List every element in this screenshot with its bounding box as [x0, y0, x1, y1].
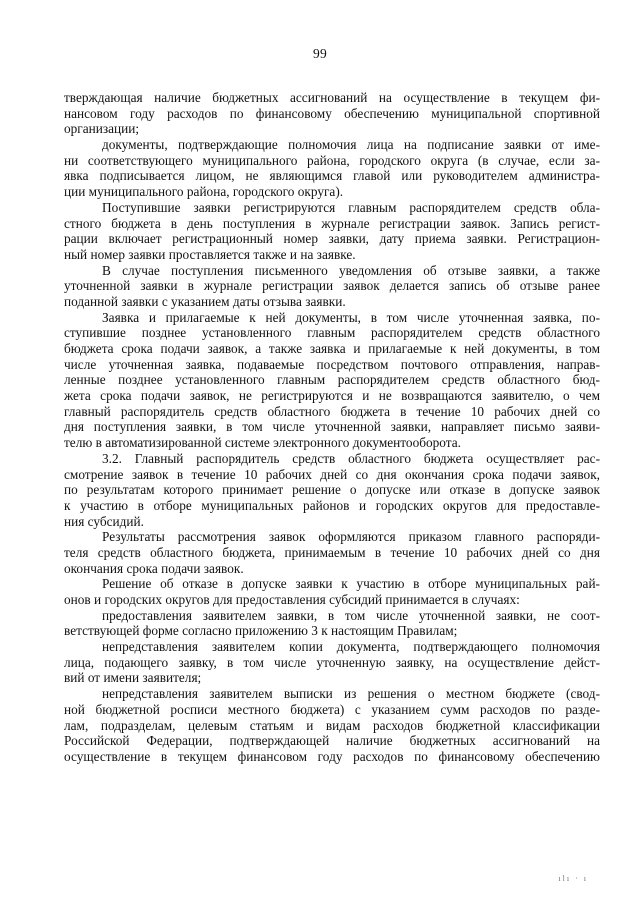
- text-line: по результатам которого принимает решение о допуске или отказе в допуске заявок: [64, 482, 600, 498]
- text-line: тверждающая наличие бюджетных ассигнований на осуществление в текущем фи-: [64, 90, 600, 105]
- text-line: рации включает регистрационный номер заявки, дату приема заявки. Регистрацион-: [64, 231, 600, 247]
- text-line: ни соответствующего муниципального района, городского округа (в случае, если за-: [64, 152, 600, 168]
- text-line: числе уточненная заявка, подаваемые посредством почтового отправления, направ-: [64, 356, 600, 372]
- text-line: Российской Федерации, подтверждающей наличие бюджетных ассигнований на: [64, 733, 600, 749]
- text-line: нансовом году расходов по финансовому обеспечению муниципальной спортивной: [64, 105, 600, 121]
- text-line: организации;: [64, 121, 140, 137]
- text-line: поданной заявки с указанием даты отзыва заявки.: [64, 293, 346, 309]
- body-text: [64, 90, 600, 765]
- text-line: 3.2. Главный распорядитель средств областного бюджета осуществляет рас-: [102, 450, 600, 466]
- text-line: лам, подразделам, целевым статьям и видам расходов бюджетной классификации: [64, 717, 600, 733]
- text-line: Результаты рассмотрения заявок оформляются приказом главного распоряди-: [102, 529, 600, 545]
- text-line: ветствующей форме согласно приложению 3 к настоящим Правилам;: [64, 623, 458, 639]
- text-line: предоставления заявителем заявки, в том числе уточненной заявки, не соот-: [102, 607, 600, 623]
- text-line: ступившие позднее установленного главным распорядителем средств областного: [64, 325, 600, 341]
- text-line: ленные позднее установленного главным распорядителем средств областного бюд-: [64, 372, 600, 388]
- text-line: жета срока подачи заявок, не регистрируются и не возвращаются заявителю, о чем: [64, 388, 600, 404]
- text-line: дня поступления заявки, в том числе уточненной заявки, направляет письмо заяви-: [64, 419, 600, 435]
- text-line: лица, подающего заявку, в том числе уточненную заявку, на осуществление дейст-: [64, 654, 600, 670]
- text-line: бюджета срока подачи заявок, а также заявка и прилагаемые к ней документы, в том: [64, 341, 600, 356]
- text-line: ния субсидий.: [64, 513, 144, 529]
- text-line: непредставления заявителем выписки из решения о местном бюджете (свод-: [102, 686, 600, 702]
- text-line: смотрение заявок в течение 10 рабочих дней со дня окончания срока подачи заявок,: [64, 466, 600, 482]
- text-line: Поступившие заявки регистрируются главным распорядителем средств обла-: [102, 199, 600, 215]
- text-line: вий от имени заявителя;: [64, 670, 202, 686]
- text-line: осуществление в текущем финансовом году расходов по финансовому обеспечению: [64, 748, 600, 764]
- text-line: ции муниципального района, городского округа).: [64, 184, 344, 200]
- text-line: теля средств областного бюджета, принимаемым в течение 10 рабочих дней со дня: [64, 544, 600, 560]
- text-line: к участию в отборе муниципальных районов и городских округов для предоставле-: [64, 497, 600, 513]
- footer-scan-mark: ılı · ı: [558, 874, 588, 883]
- text-line: непредставления заявителем копии документа, подтверждающего полномочия: [102, 639, 600, 655]
- text-line: уточненной заявки в журнале регистрации заявок делается запись об отзыве ранее: [64, 278, 600, 294]
- text-line: телю в автоматизированной системе электронного документооборота.: [64, 435, 461, 451]
- text-line: главный распорядитель средств областного бюджета в течение 10 рабочих дней со: [64, 403, 600, 419]
- text-line: документы, подтверждающие полномочия лица на подписание заявки от име-: [102, 137, 600, 153]
- text-line: ной бюджетной росписи местного бюджета) с указанием сумм расходов по разде-: [64, 701, 600, 717]
- page-number: 99: [312, 46, 328, 61]
- text-line: явка подписывается лицом, не являющимся главой или руководителем администра-: [64, 168, 600, 184]
- text-line: ный номер заявки проставляется также и на заявке.: [64, 246, 356, 262]
- text-line: онов и городских округов для предоставления субсидий принимается в случаях:: [64, 592, 520, 607]
- text-line: Решение об отказе в допуске заявки к участию в отборе муниципальных рай-: [102, 576, 600, 592]
- text-line: В случае поступления письменного уведомления об отзыве заявки, а также: [102, 262, 600, 278]
- text-line: окончания срока подачи заявок.: [64, 560, 244, 576]
- text-line: Заявка и прилагаемые к ней документы, в том числе уточненная заявка, по-: [102, 309, 600, 325]
- text-line: стного бюджета в день поступления в журнале регистрации заявок. Запись регист-: [64, 215, 600, 231]
